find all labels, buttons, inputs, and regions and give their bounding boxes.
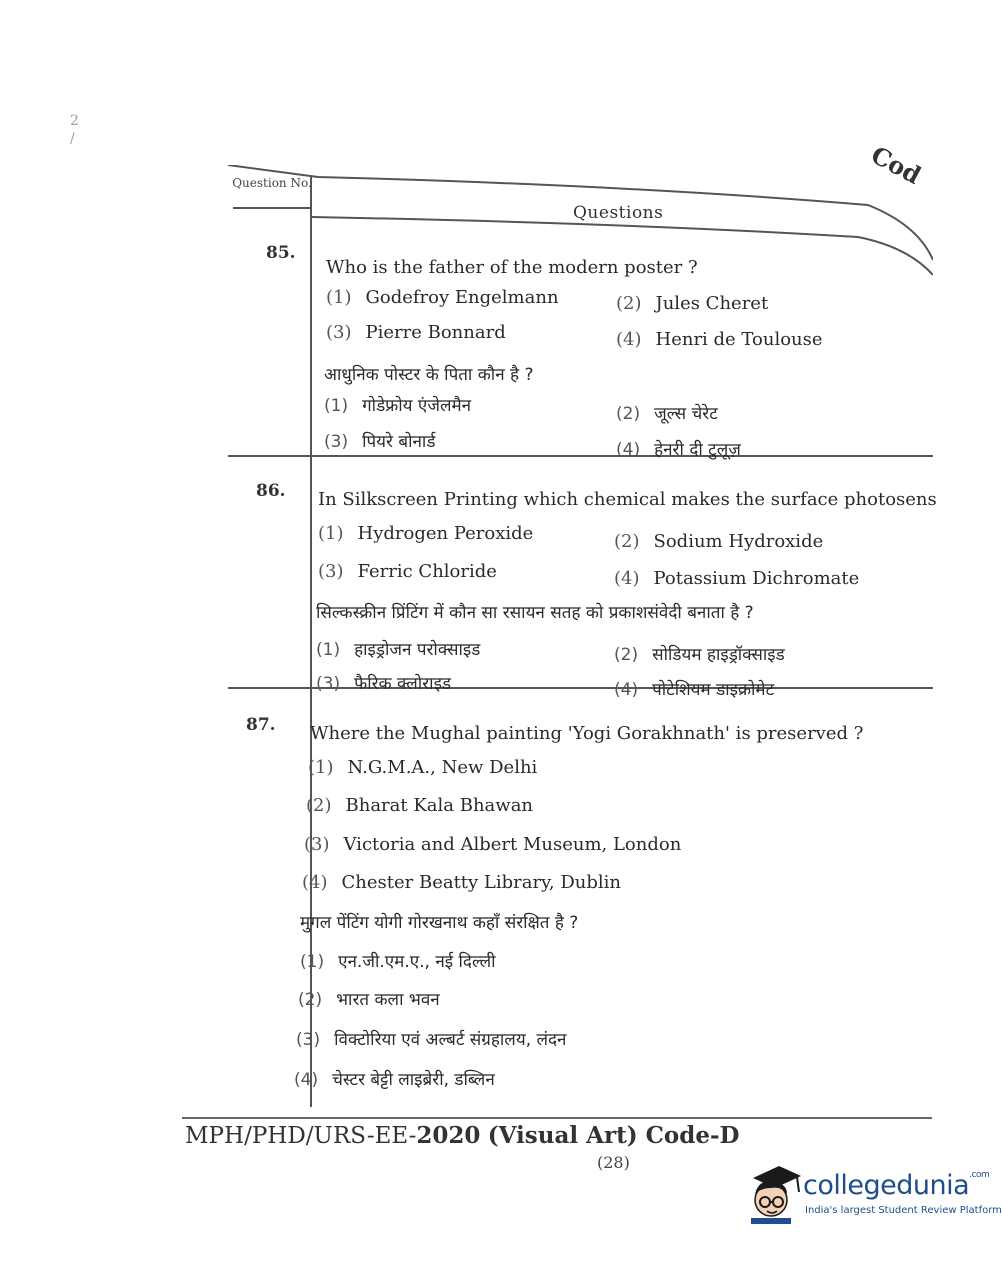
option-text: हाइड्रोजन परोक्साइड bbox=[354, 640, 481, 660]
option-hi bbox=[614, 642, 785, 665]
question-number: 87. bbox=[246, 715, 276, 735]
option-text: Sodium Hydroxide bbox=[653, 531, 824, 552]
option-hi bbox=[324, 429, 435, 452]
page-number: (28) bbox=[597, 1153, 630, 1172]
option-text: चेस्टर बेट्टी लाइब्रेरी, डब्लिन bbox=[332, 1070, 495, 1090]
option-number: (4) bbox=[616, 329, 642, 350]
option-en bbox=[306, 795, 533, 816]
question-text-en: Who is the father of the modern poster ? bbox=[326, 257, 698, 278]
logo-suffix: .com bbox=[969, 1170, 990, 1180]
question-text-hi: मुगल पेंटिंग योगी गोरखनाथ कहाँ संरक्षित है ? bbox=[300, 913, 579, 933]
option-en bbox=[614, 531, 823, 552]
option-number: (3) bbox=[316, 674, 341, 694]
footer-year: 2020 bbox=[416, 1122, 481, 1149]
question-text-hi: सिल्कस्क्रीन प्रिंटिंग में कौन सा रसायन सतह को प्रकाशसंवेदी बनाता है ? bbox=[316, 603, 754, 623]
logo-tagline: India's largest Student Review Platform bbox=[805, 1205, 1002, 1216]
header-questions: Questions bbox=[573, 203, 664, 223]
logo-name: collegedunia bbox=[803, 1170, 970, 1201]
option-number: (1) bbox=[326, 287, 352, 308]
option-text: Jules Cheret bbox=[655, 293, 769, 314]
option-hi bbox=[296, 1027, 567, 1050]
option-text: Chester Beatty Library, Dublin bbox=[341, 872, 621, 893]
option-en bbox=[326, 287, 559, 308]
option-hi bbox=[324, 393, 471, 416]
footer-rule bbox=[182, 1117, 932, 1119]
option-text: पोटेशियम डाइक्रोमेट bbox=[652, 680, 775, 700]
option-text: गोडेफ्रोय एंजेलमैन bbox=[362, 396, 472, 416]
margin-mark: / bbox=[70, 131, 75, 147]
option-en bbox=[318, 523, 533, 544]
margin-mark: 2 bbox=[70, 113, 79, 129]
option-text: सोडियम हाइड्रॉक्साइड bbox=[652, 645, 785, 665]
option-text: Potassium Dichromate bbox=[653, 568, 860, 589]
option-text: Ferric Chloride bbox=[357, 561, 497, 582]
option-hi bbox=[298, 987, 440, 1010]
option-hi bbox=[300, 949, 496, 972]
option-hi bbox=[294, 1067, 495, 1090]
option-number: (1) bbox=[300, 952, 325, 972]
option-number: (3) bbox=[304, 834, 330, 855]
option-text: एन.जी.एम.ए., नई दिल्ली bbox=[338, 952, 496, 972]
option-number: (1) bbox=[308, 757, 334, 778]
option-hi bbox=[316, 637, 480, 660]
option-en bbox=[302, 872, 621, 893]
option-number: (3) bbox=[318, 561, 344, 582]
option-text: पियरे बोनार्ड bbox=[362, 432, 436, 452]
option-hi bbox=[616, 401, 718, 424]
option-number: (2) bbox=[614, 531, 640, 552]
margin-marks bbox=[70, 112, 79, 148]
option-en bbox=[308, 757, 537, 778]
option-en bbox=[326, 322, 506, 343]
option-hi bbox=[614, 677, 774, 700]
question-text-hi: आधुनिक पोस्टर के पिता कौन है ? bbox=[324, 365, 534, 385]
option-number: (4) bbox=[614, 680, 639, 700]
footer-prefix: MPH/PHD/URS-EE- bbox=[185, 1123, 417, 1149]
option-number: (1) bbox=[316, 640, 341, 660]
option-text: Godefroy Engelmann bbox=[365, 287, 559, 308]
option-number: (3) bbox=[324, 432, 349, 452]
option-number: (2) bbox=[616, 404, 641, 424]
option-en bbox=[616, 329, 823, 350]
option-text: Henri de Toulouse bbox=[655, 329, 823, 350]
option-text: Hydrogen Peroxide bbox=[357, 523, 534, 544]
option-number: (4) bbox=[294, 1070, 319, 1090]
option-text: Bharat Kala Bhawan bbox=[345, 795, 534, 816]
option-number: (1) bbox=[318, 523, 344, 544]
option-text: भारत कला भवन bbox=[336, 990, 440, 1010]
header-question-no: Question No. bbox=[232, 176, 312, 190]
question-text-en: In Silkscreen Printing which chemical makes the surface photosens bbox=[318, 489, 937, 510]
option-text: N.G.M.A., New Delhi bbox=[347, 757, 538, 778]
footer-code bbox=[185, 1122, 739, 1149]
footer-subject: (Visual Art) Code-D bbox=[487, 1122, 740, 1149]
option-number: (2) bbox=[616, 293, 642, 314]
option-en bbox=[304, 834, 681, 855]
question-number: 85. bbox=[266, 243, 296, 263]
option-number: (2) bbox=[306, 795, 332, 816]
option-text: विक्टोरिया एवं अल्बर्ट संग्रहालय, लंदन bbox=[334, 1030, 567, 1050]
option-text: जूल्स चेरेट bbox=[654, 404, 718, 424]
option-text: फैरिक क्लोराइड bbox=[354, 674, 452, 694]
mascot-icon bbox=[745, 1160, 803, 1226]
option-number: (3) bbox=[326, 322, 352, 343]
option-number: (2) bbox=[614, 645, 639, 665]
option-text: हेनरी दी टुलूज़ bbox=[654, 440, 741, 460]
row-divider bbox=[228, 455, 933, 457]
corner-code: Cod bbox=[866, 140, 926, 190]
option-hi bbox=[316, 671, 451, 694]
option-en bbox=[616, 293, 768, 314]
option-number: (4) bbox=[616, 440, 641, 460]
option-number: (3) bbox=[296, 1030, 321, 1050]
option-number: (1) bbox=[324, 396, 349, 416]
option-en bbox=[614, 568, 859, 589]
question-text-en: Where the Mughal painting 'Yogi Gorakhnath' is preserved ? bbox=[310, 723, 864, 744]
option-text: Victoria and Albert Museum, London bbox=[343, 834, 682, 855]
option-number: (4) bbox=[302, 872, 328, 893]
option-hi bbox=[616, 437, 741, 460]
logo-text bbox=[803, 1170, 989, 1201]
question-number: 86. bbox=[256, 481, 286, 501]
option-en bbox=[318, 561, 497, 582]
collegedunia-logo bbox=[745, 1160, 1002, 1226]
option-text: Pierre Bonnard bbox=[365, 322, 506, 343]
option-number: (4) bbox=[614, 568, 640, 589]
option-number: (2) bbox=[298, 990, 323, 1010]
question-sheet bbox=[228, 165, 937, 1110]
